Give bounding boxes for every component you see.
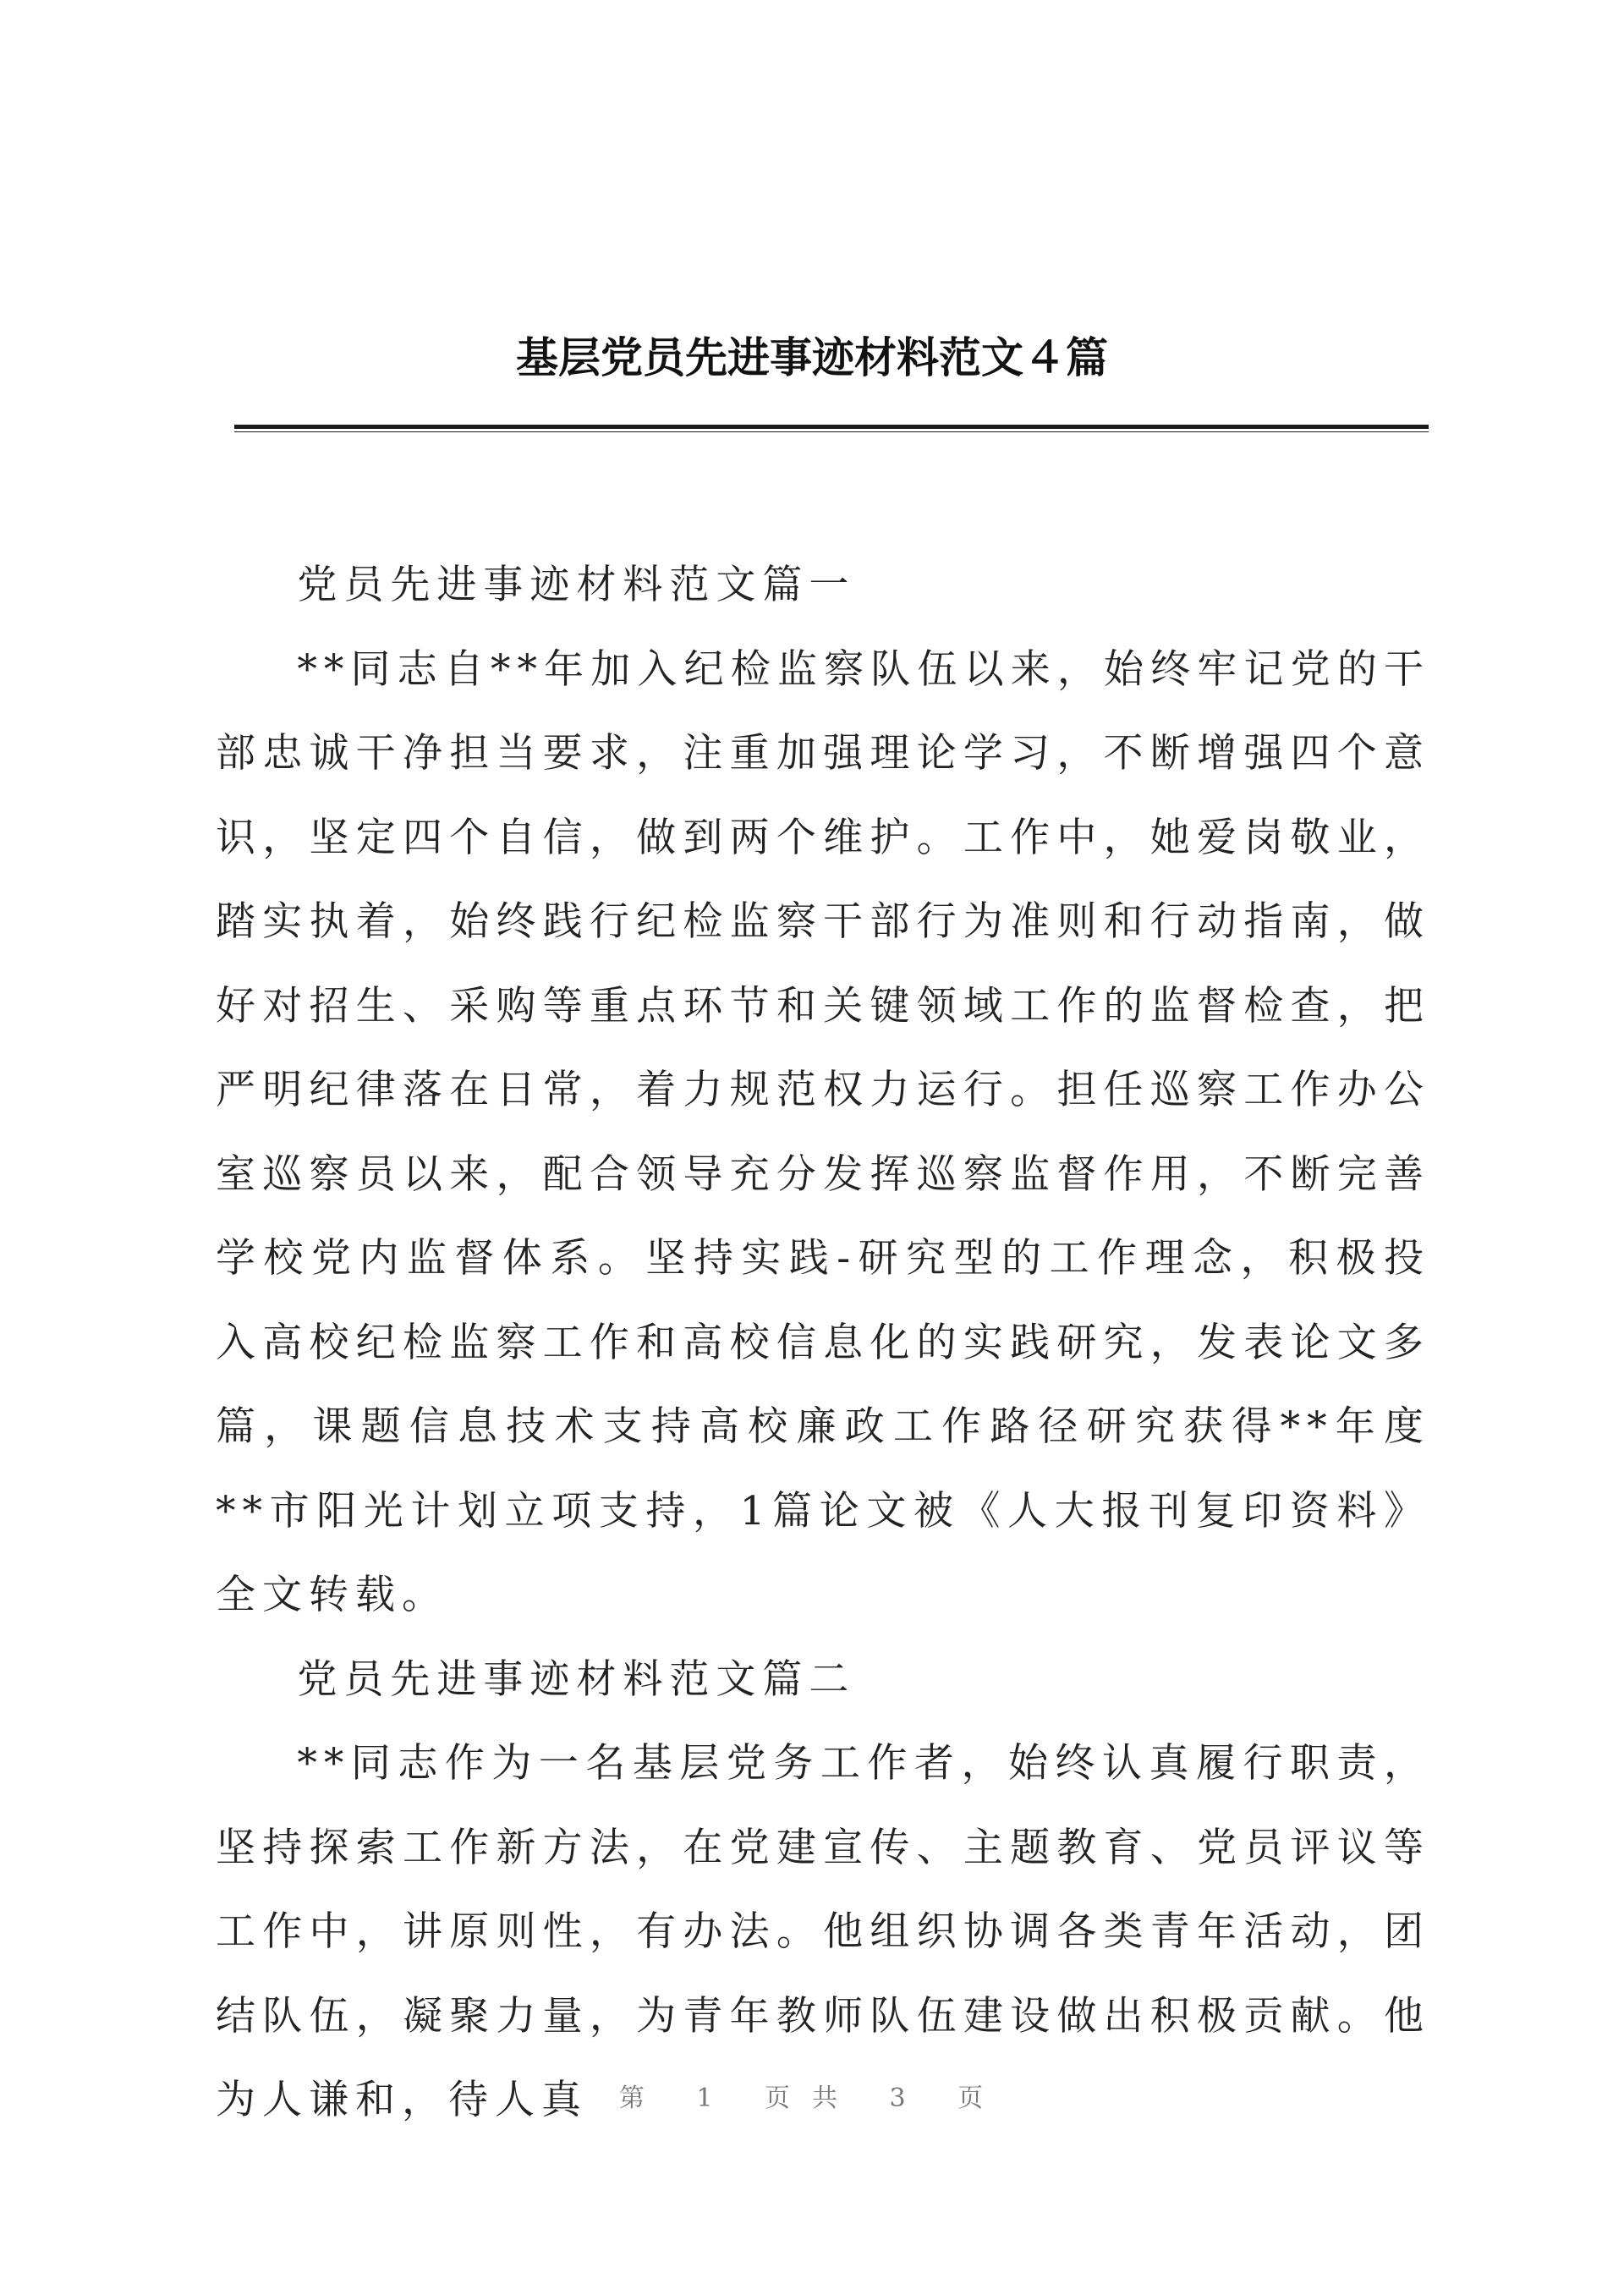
section-paragraph-1: **同志自**年加入纪检监察队伍以来，始终牢记党的干部忠诚干净担当要求，注重加强理论学习，不断增强四个意识，坚定四个自信，做到两个维护。工作中，她爱岗敬业，踏实执着，始终践行纪检监察干部行为准则和行动指南，做好对招生、采购等重点环节和关键领域工作的监督检查，把严明纪律落在日常，着力规范权力运行。担任巡察工作办公室巡察员以来，配合领导充分发挥巡察监督作用，不断完善学校党内监督体系。坚持实践-研究型的工作理念，积极投入高校纪检监察工作和高校信息化的实践研究，发表论文多篇，课题信息技术支持高校廉政工作路径研究获得**年度**市阳光计划立项支持，1篇论文被《人大报刊复印资料》全文转载。 [216, 645, 1430, 1618]
title-divider-thick [234, 425, 1429, 429]
section-heading-1: 党员先进事迹材料范文篇一 [297, 562, 856, 608]
document-body [216, 543, 1430, 2143]
page-number-footer: 第 1 页共 3 页 [618, 2084, 1006, 2113]
section-heading-2: 党员先进事迹材料范文篇二 [297, 1655, 856, 1703]
section-paragraph-2: **同志作为一名基层党务工作者，始终认真履行职责，坚持探索工作新方法，在党建宣传、主题教育、党员评议等工作中，讲原则性，有办法。他组织协调各类青年活动，团结队伍，凝聚力量，为青年教师队伍建设做出积极贡献。他为人谦和，待人真 [216, 1740, 1430, 2123]
document-title: 基层党员先进事迹材料范文４篇 [516, 332, 1108, 382]
title-divider-thin [234, 431, 1429, 432]
